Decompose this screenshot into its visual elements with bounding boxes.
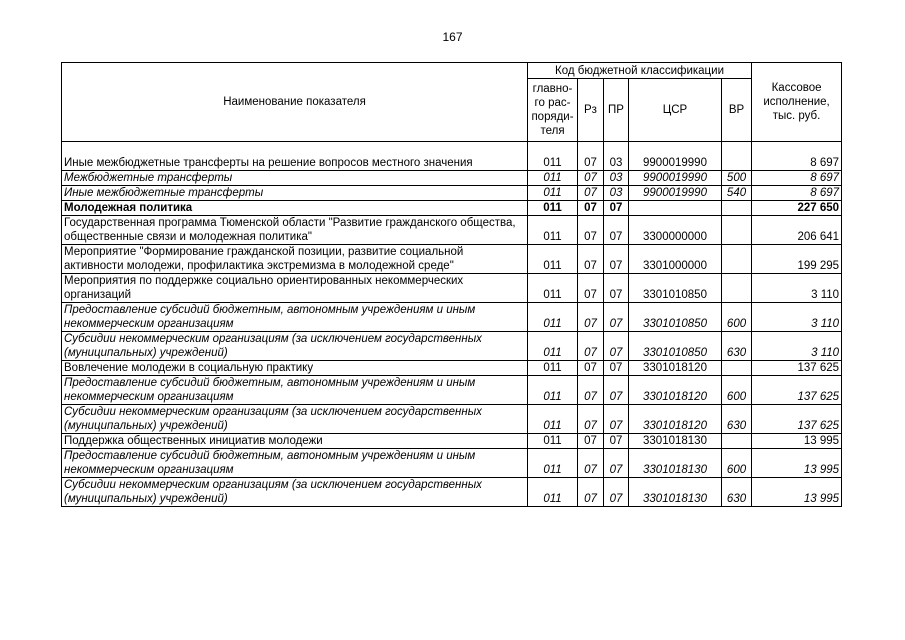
row-amount: 199 295 bbox=[752, 245, 842, 274]
row-vr: 600 bbox=[722, 303, 752, 332]
table-row bbox=[62, 201, 842, 216]
row-pr: 07 bbox=[604, 245, 629, 274]
row-name: Молодежная политика bbox=[62, 201, 528, 216]
row-csr: 3301010850 bbox=[629, 303, 722, 332]
row-vr: 630 bbox=[722, 405, 752, 434]
row-vr bbox=[722, 201, 752, 216]
row-glavny: 011 bbox=[528, 245, 578, 274]
row-pr: 07 bbox=[604, 274, 629, 303]
row-pr: 03 bbox=[604, 186, 629, 201]
table-row bbox=[62, 171, 842, 186]
row-vr bbox=[722, 245, 752, 274]
row-rz: 07 bbox=[578, 186, 604, 201]
row-amount: 137 625 bbox=[752, 405, 842, 434]
row-vr bbox=[722, 274, 752, 303]
row-pr: 07 bbox=[604, 449, 629, 478]
header-name: Наименование показателя bbox=[62, 63, 528, 142]
header-rz: Рз bbox=[578, 79, 604, 142]
row-rz: 07 bbox=[578, 405, 604, 434]
row-rz: 07 bbox=[578, 245, 604, 274]
row-name: Иные межбюджетные трансферты на решение вопросов местного значения bbox=[62, 142, 528, 171]
row-pr: 03 bbox=[604, 171, 629, 186]
budget-table bbox=[61, 62, 842, 507]
header-code-group: Код бюджетной классификации bbox=[528, 63, 752, 79]
table-row bbox=[62, 405, 842, 434]
row-csr: 3301018120 bbox=[629, 361, 722, 376]
row-pr: 07 bbox=[604, 303, 629, 332]
table-row bbox=[62, 478, 842, 507]
row-rz: 07 bbox=[578, 361, 604, 376]
row-glavny: 011 bbox=[528, 405, 578, 434]
row-glavny: 011 bbox=[528, 171, 578, 186]
row-amount: 8 697 bbox=[752, 186, 842, 201]
row-name: Государственная программа Тюменской области "Развитие гражданского общества, общественные связи и молодежная политика" bbox=[62, 216, 528, 245]
row-pr: 07 bbox=[604, 434, 629, 449]
table-row bbox=[62, 449, 842, 478]
row-rz: 07 bbox=[578, 303, 604, 332]
row-csr: 9900019990 bbox=[629, 171, 722, 186]
row-glavny: 011 bbox=[528, 449, 578, 478]
header-glavny: главно-го рас-поряди-теля bbox=[528, 79, 578, 142]
table-body bbox=[62, 142, 842, 507]
header-amount: Кассовое исполнение, тыс. руб. bbox=[752, 63, 842, 142]
row-vr bbox=[722, 434, 752, 449]
header-pr: ПР bbox=[604, 79, 629, 142]
table-row bbox=[62, 376, 842, 405]
row-name: Поддержка общественных инициатив молодежи bbox=[62, 434, 528, 449]
row-amount: 13 995 bbox=[752, 478, 842, 507]
table-row bbox=[62, 186, 842, 201]
row-glavny: 011 bbox=[528, 274, 578, 303]
row-glavny: 011 bbox=[528, 303, 578, 332]
row-amount: 8 697 bbox=[752, 171, 842, 186]
row-pr: 07 bbox=[604, 201, 629, 216]
row-pr: 07 bbox=[604, 376, 629, 405]
row-csr: 3301018130 bbox=[629, 449, 722, 478]
row-glavny: 011 bbox=[528, 361, 578, 376]
row-vr: 540 bbox=[722, 186, 752, 201]
row-amount: 13 995 bbox=[752, 434, 842, 449]
row-glavny: 011 bbox=[528, 216, 578, 245]
table-row bbox=[62, 434, 842, 449]
row-csr: 3301018120 bbox=[629, 405, 722, 434]
row-amount: 137 625 bbox=[752, 376, 842, 405]
row-rz: 07 bbox=[578, 376, 604, 405]
row-csr: 3301018120 bbox=[629, 376, 722, 405]
row-name: Предоставление субсидий бюджетным, автономным учреждениям и иным некоммерческим организациям bbox=[62, 376, 528, 405]
row-amount: 3 110 bbox=[752, 274, 842, 303]
row-vr: 600 bbox=[722, 376, 752, 405]
row-vr bbox=[722, 216, 752, 245]
row-pr: 07 bbox=[604, 361, 629, 376]
row-amount: 227 650 bbox=[752, 201, 842, 216]
row-rz: 07 bbox=[578, 332, 604, 361]
row-name: Субсидии некоммерческим организациям (за исключением государственных (муниципальных) учреждений) bbox=[62, 332, 528, 361]
row-name: Иные межбюджетные трансферты bbox=[62, 186, 528, 201]
row-rz: 07 bbox=[578, 478, 604, 507]
row-rz: 07 bbox=[578, 142, 604, 171]
row-glavny: 011 bbox=[528, 332, 578, 361]
row-amount: 137 625 bbox=[752, 361, 842, 376]
header-csr: ЦСР bbox=[629, 79, 722, 142]
row-csr: 3301010850 bbox=[629, 332, 722, 361]
row-glavny: 011 bbox=[528, 434, 578, 449]
row-csr: 9900019990 bbox=[629, 186, 722, 201]
row-name: Предоставление субсидий бюджетным, автономным учреждениям и иным некоммерческим организациям bbox=[62, 303, 528, 332]
row-glavny: 011 bbox=[528, 201, 578, 216]
row-name: Субсидии некоммерческим организациям (за исключением государственных (муниципальных) учреждений) bbox=[62, 405, 528, 434]
table-row bbox=[62, 274, 842, 303]
row-vr bbox=[722, 361, 752, 376]
row-pr: 07 bbox=[604, 332, 629, 361]
row-glavny: 011 bbox=[528, 376, 578, 405]
table-row bbox=[62, 245, 842, 274]
row-pr: 07 bbox=[604, 405, 629, 434]
row-amount: 8 697 bbox=[752, 142, 842, 171]
table-row bbox=[62, 303, 842, 332]
table-row bbox=[62, 361, 842, 376]
row-amount: 13 995 bbox=[752, 449, 842, 478]
row-name: Мероприятие "Формирование гражданской позиции, развитие социальной активности молодежи, профилактика экстремизма в молодежной среде" bbox=[62, 245, 528, 274]
row-vr: 630 bbox=[722, 332, 752, 361]
row-name: Межбюджетные трансферты bbox=[62, 171, 528, 186]
row-rz: 07 bbox=[578, 434, 604, 449]
row-vr: 600 bbox=[722, 449, 752, 478]
row-vr: 500 bbox=[722, 171, 752, 186]
row-glavny: 011 bbox=[528, 142, 578, 171]
row-csr: 9900019990 bbox=[629, 142, 722, 171]
row-amount: 206 641 bbox=[752, 216, 842, 245]
row-csr: 3301010850 bbox=[629, 274, 722, 303]
row-rz: 07 bbox=[578, 201, 604, 216]
row-csr: 3301018130 bbox=[629, 434, 722, 449]
row-pr: 07 bbox=[604, 478, 629, 507]
row-name: Субсидии некоммерческим организациям (за исключением государственных (муниципальных) учреждений) bbox=[62, 478, 528, 507]
table-row bbox=[62, 216, 842, 245]
row-pr: 03 bbox=[604, 142, 629, 171]
row-name: Вовлечение молодежи в социальную практику bbox=[62, 361, 528, 376]
row-csr: 3300000000 bbox=[629, 216, 722, 245]
table-row bbox=[62, 142, 842, 171]
header-vr: ВР bbox=[722, 79, 752, 142]
row-vr: 630 bbox=[722, 478, 752, 507]
row-amount: 3 110 bbox=[752, 303, 842, 332]
row-glavny: 011 bbox=[528, 186, 578, 201]
row-pr: 07 bbox=[604, 216, 629, 245]
table-row bbox=[62, 332, 842, 361]
row-rz: 07 bbox=[578, 449, 604, 478]
row-name: Мероприятия по поддержке социально ориентированных некоммерческих организаций bbox=[62, 274, 528, 303]
row-glavny: 011 bbox=[528, 478, 578, 507]
row-rz: 07 bbox=[578, 171, 604, 186]
row-rz: 07 bbox=[578, 216, 604, 245]
row-rz: 07 bbox=[578, 274, 604, 303]
row-csr: 3301000000 bbox=[629, 245, 722, 274]
row-csr bbox=[629, 201, 722, 216]
row-amount: 3 110 bbox=[752, 332, 842, 361]
row-csr: 3301018130 bbox=[629, 478, 722, 507]
row-vr bbox=[722, 142, 752, 171]
row-name: Предоставление субсидий бюджетным, автономным учреждениям и иным некоммерческим организациям bbox=[62, 449, 528, 478]
page-number: 167 bbox=[442, 30, 463, 44]
